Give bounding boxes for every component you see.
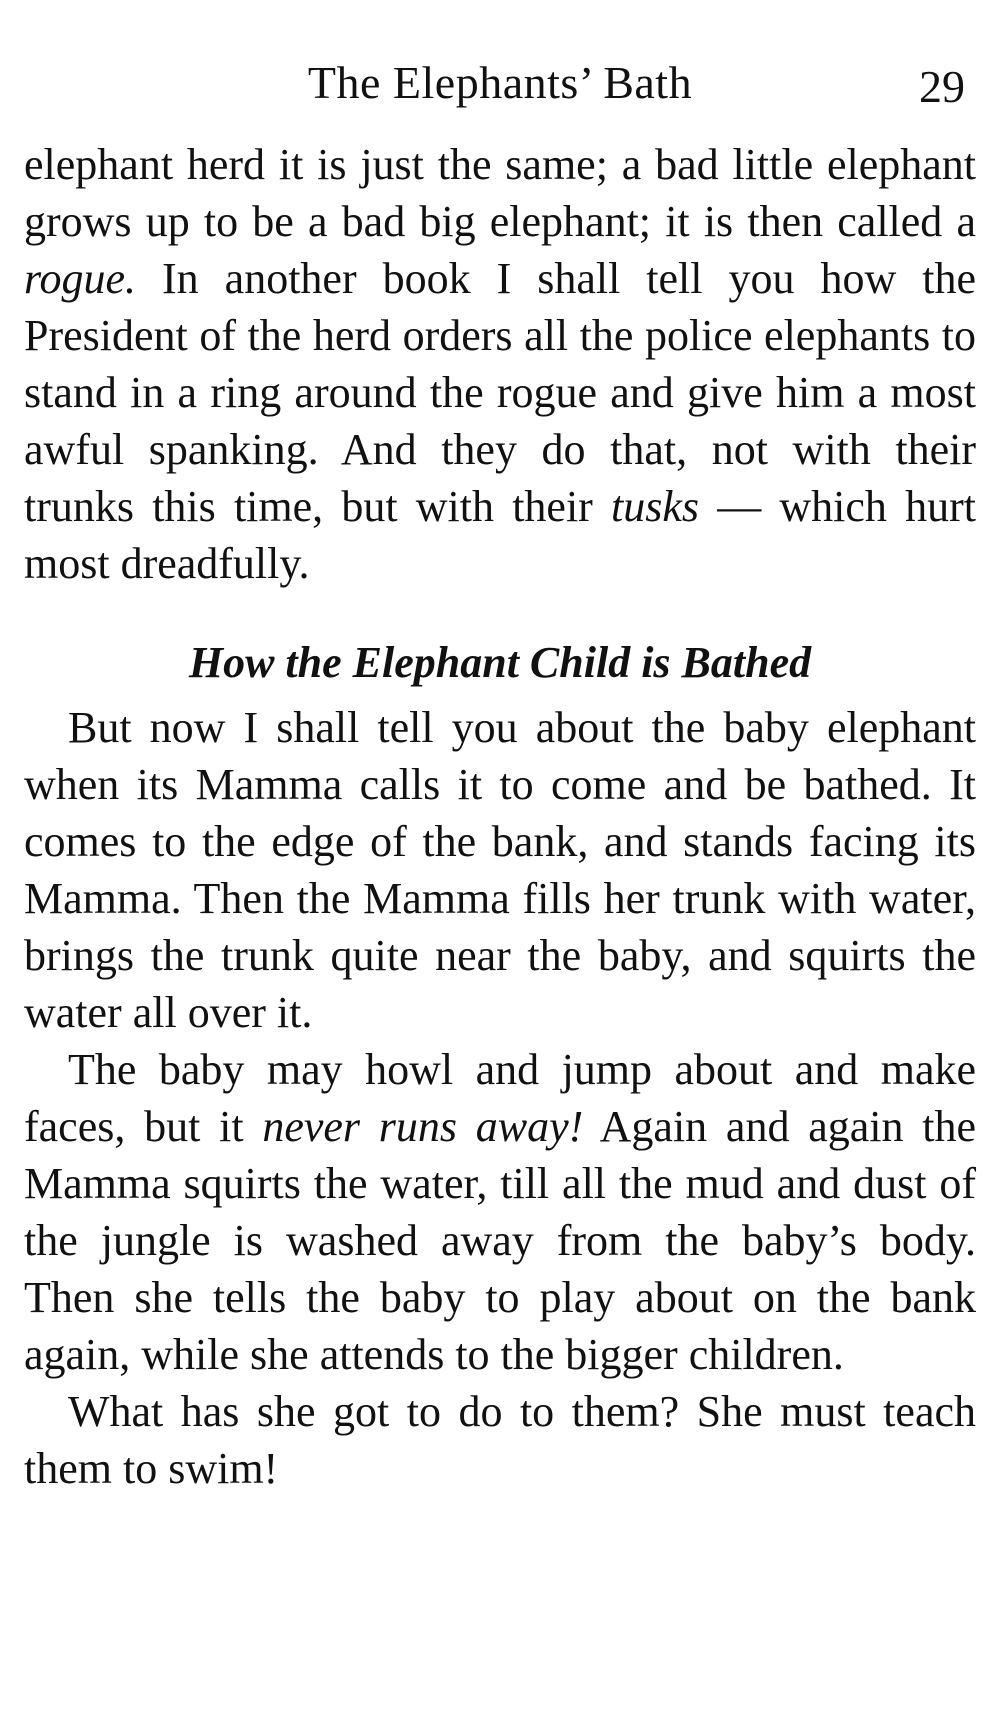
paragraph-swim: What has she got to do to them? She must teach them to swim! (24, 1387, 976, 1493)
body-text (24, 136, 976, 1497)
paragraph-bathing: But now I shall tell you about the baby elephant when its Mamma calls it to come and be bathed. It comes to the edge of the bank, and stands facing its Mamma. Then the Mamma fills her trunk with water, brings the trunk quite near the baby, and squirts the water all over it. (24, 703, 976, 1037)
paragraph-continued (24, 136, 976, 592)
running-head (0, 48, 1000, 118)
section-heading: How the Elephant Child is Bathed (188, 638, 812, 687)
running-title: The Elephants’ Bath (307, 57, 693, 108)
emphasis-tusks: tusks (611, 482, 700, 531)
emphasis-never-runs-away: never runs away! (262, 1102, 584, 1151)
paragraph-text: The baby may howl and jump about and make faces, but it (24, 1045, 976, 1151)
emphasis-rogue: rogue. (24, 254, 137, 303)
paragraph-text: Again and again the Mamma squirts the water, till all the mud and dust of the jungle is washed away from the baby’s body. Then she tells the baby to play about on the bank again, while she attends to the bigger children. (24, 1102, 976, 1379)
paragraph-text: In another book I shall tell you how the President of the herd orders all the police elephants to stand in a ring around the rogue and give him a most awful spanking. And they do that, not with their trunks this time, but with their (24, 254, 976, 531)
page-number: 29 (919, 61, 965, 112)
paragraph-text: elephant herd it is just the same; a bad little elephant grows up to be a bad big elephant; it is then called a (24, 140, 976, 246)
paragraph-baby-howls (24, 1041, 976, 1383)
paragraph-text: — which hurt most dreadfully. (24, 482, 977, 588)
